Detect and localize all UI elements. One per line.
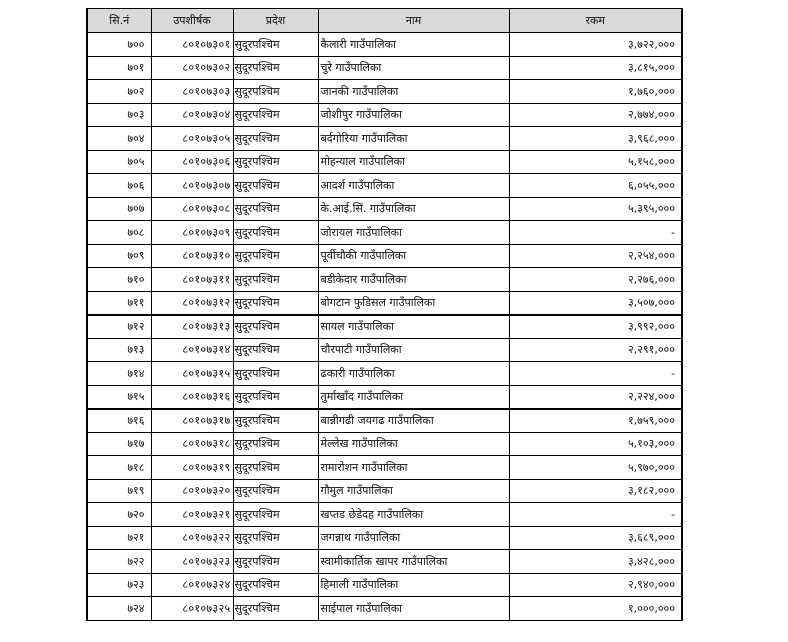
table-row — [87, 456, 682, 480]
subheading-code-cell: ८०१०७३०१ — [151, 33, 233, 57]
municipality-name-cell: मेल्लेख गाउँपालिका — [318, 432, 509, 456]
municipality-name-cell: साईपाल गाउँपालिका — [318, 597, 509, 621]
serial-number-cell: ७१८ — [87, 456, 151, 480]
serial-number-cell: ७०४ — [87, 127, 151, 151]
municipality-name-cell: बोगटान फुडिसल गाउँपालिका — [318, 291, 509, 315]
province-cell: सुदूरपश्चिम — [233, 127, 318, 151]
table-row — [87, 315, 682, 339]
table-row — [87, 197, 682, 221]
amount-cell: - — [509, 221, 682, 245]
table-row — [87, 221, 682, 245]
table-row — [87, 385, 682, 409]
municipality-name-cell: बर्दगोरिया गाउँपालिका — [318, 127, 509, 151]
amount-cell: ५,१०३,००० — [509, 432, 682, 456]
serial-number-cell: ७१२ — [87, 315, 151, 339]
serial-number-cell: ७१० — [87, 268, 151, 292]
table-row — [87, 80, 682, 104]
table-row — [87, 338, 682, 362]
subheading-code-cell: ८०१०७३०६ — [151, 150, 233, 174]
amount-cell: ३,१८२,००० — [509, 479, 682, 503]
serial-number-cell: ७०६ — [87, 174, 151, 198]
municipality-name-cell: के.आई.सिं. गाउँपालिका — [318, 197, 509, 221]
amount-cell: १,७५९,००० — [509, 409, 682, 433]
municipality-name-cell: बडीकेदार गाउँपालिका — [318, 268, 509, 292]
table-row — [87, 56, 682, 80]
header-row — [87, 9, 682, 33]
province-cell: सुदूरपश्चिम — [233, 573, 318, 597]
subheading-code-cell: ८०१०७३०९ — [151, 221, 233, 245]
amount-cell: ३,७२२,००० — [509, 33, 682, 57]
amount-cell: ३,८१५,००० — [509, 56, 682, 80]
municipality-name-cell: स्वामीकार्तिक खापर गाउँपालिका — [318, 550, 509, 574]
province-cell: सुदूरपश्चिम — [233, 479, 318, 503]
serial-number-cell: ७१९ — [87, 479, 151, 503]
amount-cell: २,२२४,००० — [509, 385, 682, 409]
municipality-name-cell: ढकारी गाउँपालिका — [318, 362, 509, 386]
header-province: प्रदेश — [233, 9, 318, 33]
table-row — [87, 573, 682, 597]
table-row — [87, 550, 682, 574]
amount-cell: २,२५४,००० — [509, 244, 682, 268]
table-row — [87, 268, 682, 292]
province-cell: सुदूरपश्चिम — [233, 80, 318, 104]
serial-number-cell: ७१७ — [87, 432, 151, 456]
municipality-name-cell: पूर्वीचौकी गाउँपालिका — [318, 244, 509, 268]
table-row — [87, 526, 682, 550]
municipality-name-cell: जगन्नाथ गाउँपालिका — [318, 526, 509, 550]
municipality-name-cell: चुरे गाउँपालिका — [318, 56, 509, 80]
municipality-name-cell: आदर्श गाउँपालिका — [318, 174, 509, 198]
province-cell: सुदूरपश्चिम — [233, 550, 318, 574]
header-amount: रकम — [509, 9, 682, 33]
serial-number-cell: ७०९ — [87, 244, 151, 268]
subheading-code-cell: ८०१०७३२१ — [151, 503, 233, 527]
province-cell: सुदूरपश्चिम — [233, 526, 318, 550]
province-cell: सुदूरपश्चिम — [233, 197, 318, 221]
province-cell: सुदूरपश्चिम — [233, 221, 318, 245]
header-subheading: उपशीर्षक — [151, 9, 233, 33]
province-cell: सुदूरपश्चिम — [233, 315, 318, 339]
municipality-name-cell: जानकी गाउँपालिका — [318, 80, 509, 104]
serial-number-cell: ७०५ — [87, 150, 151, 174]
amount-cell: २,७७४,००० — [509, 103, 682, 127]
province-cell: सुदूरपश्चिम — [233, 503, 318, 527]
subheading-code-cell: ८०१०७३२० — [151, 479, 233, 503]
amount-cell: ३,५०७,००० — [509, 291, 682, 315]
subheading-code-cell: ८०१०७३१६ — [151, 385, 233, 409]
serial-number-cell: ७१६ — [87, 409, 151, 433]
amount-cell: ६,०५५,००० — [509, 174, 682, 198]
province-cell: सुदूरपश्चिम — [233, 362, 318, 386]
municipality-name-cell: कैलारी गाउँपालिका — [318, 33, 509, 57]
amount-cell: ३,९६८,००० — [509, 127, 682, 151]
province-cell: सुदूरपश्चिम — [233, 597, 318, 621]
subheading-code-cell: ८०१०७३०८ — [151, 197, 233, 221]
province-cell: सुदूरपश्चिम — [233, 338, 318, 362]
table-row — [87, 174, 682, 198]
amount-cell: ३,६८९,००० — [509, 526, 682, 550]
amount-cell: - — [509, 362, 682, 386]
province-cell: सुदूरपश्चिम — [233, 244, 318, 268]
amount-cell: २,२९१,००० — [509, 338, 682, 362]
amount-cell: - — [509, 503, 682, 527]
table-row — [87, 244, 682, 268]
province-cell: सुदूरपश्चिम — [233, 385, 318, 409]
table-row — [87, 103, 682, 127]
table-row — [87, 432, 682, 456]
table-row — [87, 479, 682, 503]
subheading-code-cell: ८०१०७३०७ — [151, 174, 233, 198]
amount-cell: ३,४२८,००० — [509, 550, 682, 574]
serial-number-cell: ७२१ — [87, 526, 151, 550]
amount-cell: २,९४०,००० — [509, 573, 682, 597]
header-serial-number: सि.नं — [87, 9, 151, 33]
province-cell: सुदूरपश्चिम — [233, 432, 318, 456]
amount-cell: ५,१५८,००० — [509, 150, 682, 174]
municipality-name-cell: हिमाली गाउँपालिका — [318, 573, 509, 597]
serial-number-cell: ७०१ — [87, 56, 151, 80]
serial-number-cell: ७०३ — [87, 103, 151, 127]
subheading-code-cell: ८०१०७३१८ — [151, 432, 233, 456]
serial-number-cell: ७२३ — [87, 573, 151, 597]
amount-cell: १,०००,००० — [509, 597, 682, 621]
municipality-name-cell: रामारोशन गाउँपालिका — [318, 456, 509, 480]
table-row — [87, 597, 682, 621]
province-cell: सुदूरपश्चिम — [233, 291, 318, 315]
province-cell: सुदूरपश्चिम — [233, 174, 318, 198]
table-row — [87, 127, 682, 151]
municipality-name-cell: मोहन्याल गाउँपालिका — [318, 150, 509, 174]
subheading-code-cell: ८०१०७३१४ — [151, 338, 233, 362]
subheading-code-cell: ८०१०७३१२ — [151, 291, 233, 315]
municipality-name-cell: जोशीपुर गाउँपालिका — [318, 103, 509, 127]
subheading-code-cell: ८०१०७३०३ — [151, 80, 233, 104]
amount-cell: १,७६०,००० — [509, 80, 682, 104]
subheading-code-cell: ८०१०७३०२ — [151, 56, 233, 80]
amount-cell: २,२७६,००० — [509, 268, 682, 292]
province-cell: सुदूरपश्चिम — [233, 150, 318, 174]
serial-number-cell: ७१४ — [87, 362, 151, 386]
municipality-name-cell: खप्तड छेडेदह गाउँपालिका — [318, 503, 509, 527]
province-cell: सुदूरपश्चिम — [233, 456, 318, 480]
municipality-name-cell: गौमुल गाउँपालिका — [318, 479, 509, 503]
subheading-code-cell: ८०१०७३१३ — [151, 315, 233, 339]
budget-table — [86, 8, 683, 621]
serial-number-cell: ७०८ — [87, 221, 151, 245]
subheading-code-cell: ८०१०७३२४ — [151, 573, 233, 597]
serial-number-cell: ७११ — [87, 291, 151, 315]
table-row — [87, 291, 682, 315]
subheading-code-cell: ८०१०७३१० — [151, 244, 233, 268]
province-cell: सुदूरपश्चिम — [233, 56, 318, 80]
serial-number-cell: ७०० — [87, 33, 151, 57]
header-name: नाम — [318, 9, 509, 33]
table-row — [87, 362, 682, 386]
subheading-code-cell: ८०१०७३१७ — [151, 409, 233, 433]
amount-cell: ५,९७०,००० — [509, 456, 682, 480]
municipality-name-cell: जोरायल गाउँपालिका — [318, 221, 509, 245]
serial-number-cell: ७०७ — [87, 197, 151, 221]
table-row — [87, 503, 682, 527]
amount-cell: ५,३९५,००० — [509, 197, 682, 221]
subheading-code-cell: ८०१०७३१५ — [151, 362, 233, 386]
table-row — [87, 409, 682, 433]
table-row — [87, 33, 682, 57]
province-cell: सुदूरपश्चिम — [233, 409, 318, 433]
province-cell: सुदूरपश्चिम — [233, 103, 318, 127]
subheading-code-cell: ८०१०७३२३ — [151, 550, 233, 574]
table-row — [87, 150, 682, 174]
subheading-code-cell: ८०१०७३२२ — [151, 526, 233, 550]
municipality-name-cell: सायल गाउँपालिका — [318, 315, 509, 339]
serial-number-cell: ७२२ — [87, 550, 151, 574]
municipality-name-cell: चौरपाटी गाउँपालिका — [318, 338, 509, 362]
municipality-name-cell: तुर्माखाँद गाउँपालिका — [318, 385, 509, 409]
serial-number-cell: ७२४ — [87, 597, 151, 621]
province-cell: सुदूरपश्चिम — [233, 268, 318, 292]
serial-number-cell: ७२० — [87, 503, 151, 527]
province-cell: सुदूरपश्चिम — [233, 33, 318, 57]
subheading-code-cell: ८०१०७३२५ — [151, 597, 233, 621]
serial-number-cell: ७१५ — [87, 385, 151, 409]
municipality-name-cell: बान्नीगढी जयगढ गाउँपालिका — [318, 409, 509, 433]
subheading-code-cell: ८०१०७३०४ — [151, 103, 233, 127]
amount-cell: ३,९९२,००० — [509, 315, 682, 339]
serial-number-cell: ७०२ — [87, 80, 151, 104]
subheading-code-cell: ८०१०७३११ — [151, 268, 233, 292]
subheading-code-cell: ८०१०७३०५ — [151, 127, 233, 151]
serial-number-cell: ७१३ — [87, 338, 151, 362]
subheading-code-cell: ८०१०७३१९ — [151, 456, 233, 480]
